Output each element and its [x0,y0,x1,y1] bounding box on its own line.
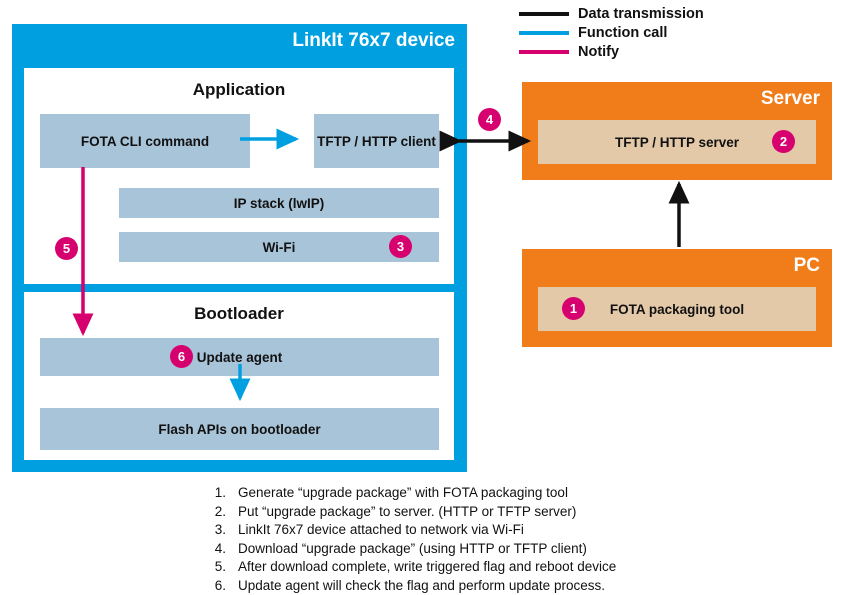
badge-step-5 [55,237,78,260]
block-flash-apis-label: Flash APIs on bootloader [158,422,320,437]
block-tftp-http-server-label: TFTP / HTTP server [615,135,739,150]
step-number: 4. [200,540,238,559]
bootloader-title: Bootloader [24,304,454,324]
step-number: 2. [200,503,238,522]
pc-panel-title: PC [794,255,820,277]
step-number: 3. [200,521,238,540]
step-item [200,484,840,503]
block-tftp-http-client-label: TFTP / HTTP client [317,134,436,149]
step-number: 1. [200,484,238,503]
step-number: 6. [200,577,238,595]
step-number: 5. [200,558,238,577]
step-text: Put “upgrade package” to server. (HTTP or TFTP server) [238,503,840,522]
step-item [200,577,840,595]
device-panel-title: LinkIt 76x7 device [292,30,455,52]
block-fota-cli-command-label: FOTA CLI command [81,134,209,149]
badge-step-5-label: 5 [63,241,70,256]
block-update-agent-label: Update agent [197,350,283,365]
badge-step-1-label: 1 [570,301,577,316]
badge-step-6-label: 6 [178,349,185,364]
step-text: Generate “upgrade package” with FOTA packaging tool [238,484,840,503]
badge-step-2-label: 2 [780,134,787,149]
block-wifi-label: Wi-Fi [263,240,296,255]
application-title: Application [24,80,454,100]
step-item [200,521,840,540]
legend-label-data-transmission: Data transmission [578,6,704,22]
legend-label-notify: Notify [578,44,619,60]
badge-step-3-label: 3 [397,239,404,254]
step-item [200,503,840,522]
step-text: Download “upgrade package” (using HTTP or TFTP client) [238,540,840,559]
step-text: After download complete, write triggered flag and reboot device [238,558,840,577]
step-item [200,540,840,559]
block-fota-packaging-tool-label: FOTA packaging tool [610,302,744,317]
block-ip-stack-label: IP stack (lwIP) [234,196,325,211]
step-text: Update agent will check the flag and perform update process. [238,577,840,595]
badge-step-4 [478,108,501,131]
badge-step-4-label: 4 [486,112,493,127]
step-item [200,558,840,577]
legend-label-function-call: Function call [578,25,667,41]
step-text: LinkIt 76x7 device attached to network via Wi-Fi [238,521,840,540]
steps-list [200,484,840,595]
server-panel-title: Server [761,88,820,110]
